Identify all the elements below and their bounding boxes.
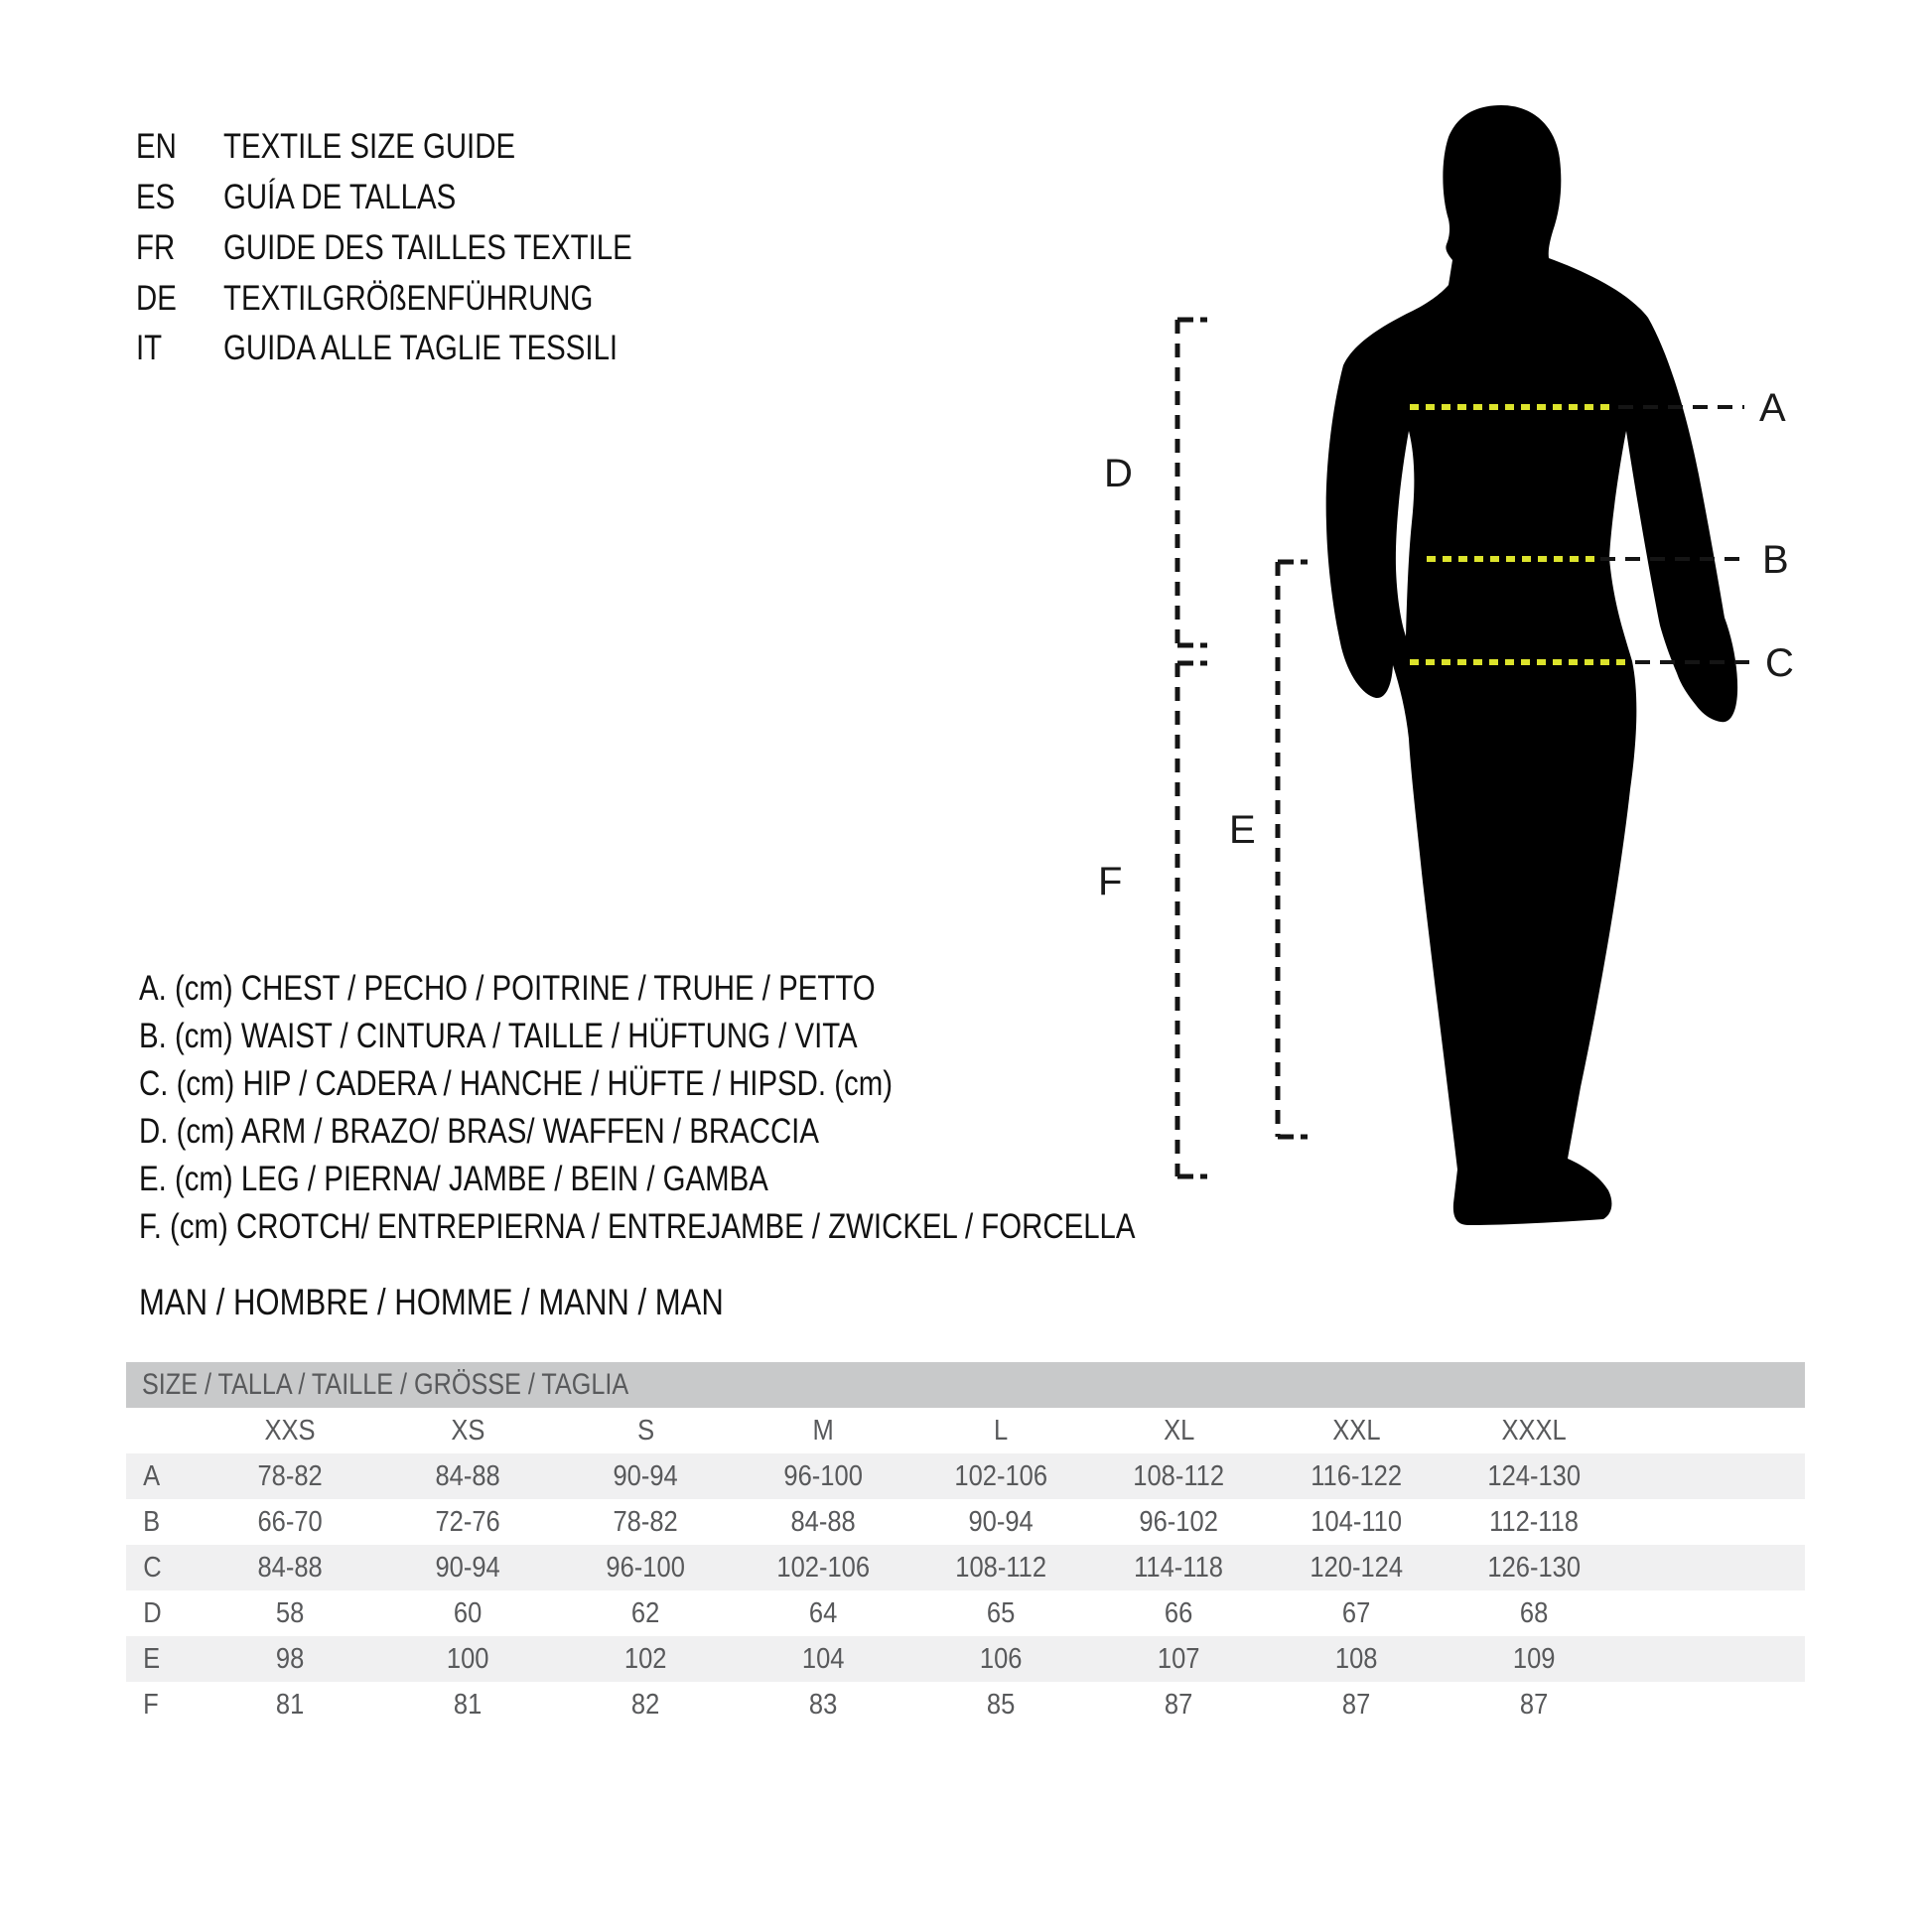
table-cell: 84-88: [790, 1505, 857, 1538]
table-cell: 126-130: [1487, 1551, 1582, 1584]
table-cell: 85: [987, 1688, 1016, 1721]
row-label: C: [143, 1551, 162, 1584]
table-cell: 68: [1520, 1596, 1549, 1629]
legend-line-d: D. (cm) ARM / BRAZO/ BRAS/ WAFFEN / BRACCIA: [139, 1112, 819, 1151]
size-col-xl: XL: [1163, 1414, 1195, 1447]
table-cell: 81: [454, 1688, 483, 1721]
table-cell: 96-102: [1139, 1505, 1219, 1538]
legend-line-c: C. (cm) HIP / CADERA / HANCHE / HÜFTE / HIPSD. (cm): [139, 1064, 894, 1103]
table-cell: 81: [276, 1688, 305, 1721]
body-measurement-diagram: [993, 60, 1932, 1281]
table-cell: 102-106: [776, 1551, 871, 1584]
size-header-row: [126, 1408, 1805, 1453]
lang-code-de: DE: [136, 279, 177, 318]
lang-title-es: GUÍA DE TALLAS: [223, 178, 457, 216]
table-cell: 64: [809, 1596, 838, 1629]
table-cell: 90-94: [968, 1505, 1035, 1538]
table-cell: 66-70: [257, 1505, 324, 1538]
row-label: A: [143, 1459, 161, 1492]
table-cell: 116-122: [1311, 1459, 1403, 1492]
legend-line-a: A. (cm) CHEST / PECHO / POITRINE / TRUHE / PETTO: [139, 969, 876, 1008]
table-cell: 112-118: [1489, 1505, 1580, 1538]
table-cell: 114-118: [1134, 1551, 1224, 1584]
table-cell: 104: [802, 1642, 845, 1675]
table-cell: 107: [1158, 1642, 1200, 1675]
table-row-e: [126, 1636, 1805, 1682]
table-cell: 100: [447, 1642, 489, 1675]
table-cell: 78-82: [613, 1505, 679, 1538]
table-row-d: [126, 1590, 1805, 1636]
table-cell: 66: [1165, 1596, 1193, 1629]
lang-code-it: IT: [136, 329, 163, 367]
table-cell: 96-100: [783, 1459, 864, 1492]
table-cell: 65: [987, 1596, 1016, 1629]
row-label: B: [143, 1505, 161, 1538]
lang-title-fr: GUIDE DES TAILLES TEXTILE: [223, 228, 632, 267]
legend-line-b: B. (cm) WAIST / CINTURA / TAILLE / HÜFTUNG / VITA: [139, 1017, 858, 1055]
table-cell: 60: [454, 1596, 483, 1629]
table-row-a: [126, 1453, 1805, 1499]
chest-label: A: [1759, 386, 1786, 430]
table-cell: 124-130: [1487, 1459, 1582, 1492]
table-cell: 102-106: [954, 1459, 1048, 1492]
table-cell: 106: [980, 1642, 1023, 1675]
table-cell: 82: [631, 1688, 660, 1721]
size-col-xxs: XXS: [264, 1414, 317, 1447]
lang-title-de: TEXTILGRÖßENFÜHRUNG: [223, 279, 594, 318]
table-cell: 87: [1342, 1688, 1371, 1721]
size-col-l: L: [994, 1414, 1009, 1447]
table-cell: 96-100: [606, 1551, 686, 1584]
table-cell: 90-94: [435, 1551, 501, 1584]
table-cell: 78-82: [257, 1459, 324, 1492]
table-cell: 108: [1335, 1642, 1378, 1675]
table-cell: 62: [631, 1596, 660, 1629]
gender-line: MAN / HOMBRE / HOMME / MANN / MAN: [139, 1282, 724, 1322]
size-col-m: M: [812, 1414, 835, 1447]
table-cell: 108-112: [955, 1551, 1047, 1584]
table-cell: 108-112: [1133, 1459, 1225, 1492]
size-col-xxxl: XXXL: [1501, 1414, 1568, 1447]
size-col-xs: XS: [451, 1414, 485, 1447]
lang-title-it: GUIDA ALLE TAGLIE TESSILI: [223, 329, 619, 367]
table-cell: 87: [1520, 1688, 1549, 1721]
arm-label: D: [1104, 452, 1133, 495]
table-row-f: [126, 1682, 1805, 1727]
table-cell: 102: [624, 1642, 667, 1675]
table-cell: 98: [276, 1642, 305, 1675]
lang-code-fr: FR: [136, 228, 176, 267]
legend-line-f: F. (cm) CROTCH/ ENTREPIERNA / ENTREJAMBE / ZWICKEL / FORCELLA: [139, 1207, 1136, 1246]
table-cell: 58: [276, 1596, 305, 1629]
size-col-s: S: [636, 1414, 655, 1447]
hip-label: C: [1765, 641, 1794, 685]
crotch-label: F: [1098, 860, 1123, 903]
legend-line-e: E. (cm) LEG / PIERNA/ JAMBE / BEIN / GAMBA: [139, 1160, 768, 1198]
row-label: D: [143, 1596, 162, 1629]
row-label: F: [143, 1688, 159, 1721]
size-col-xxl: XXL: [1332, 1414, 1381, 1447]
waist-label: B: [1762, 538, 1789, 582]
table-cell: 109: [1513, 1642, 1556, 1675]
table-cell: 84-88: [435, 1459, 501, 1492]
table-cell: 83: [809, 1688, 838, 1721]
lang-code-en: EN: [136, 127, 177, 166]
man-silhouette: [1326, 105, 1737, 1225]
table-cell: 104-110: [1311, 1505, 1403, 1538]
table-cell: 87: [1165, 1688, 1193, 1721]
row-label: E: [143, 1642, 161, 1675]
leg-label: E: [1229, 808, 1256, 852]
table-cell: 84-88: [257, 1551, 324, 1584]
table-cell: 67: [1342, 1596, 1371, 1629]
table-cell: 120-124: [1310, 1551, 1404, 1584]
table-row-c: [126, 1545, 1805, 1590]
table-cell: 72-76: [435, 1505, 501, 1538]
size-table: [126, 1362, 1805, 1727]
table-row-b: [126, 1499, 1805, 1545]
lang-code-es: ES: [136, 178, 176, 216]
table-cell: 90-94: [613, 1459, 679, 1492]
lang-title-en: TEXTILE SIZE GUIDE: [223, 127, 516, 166]
size-table-header: SIZE / TALLA / TAILLE / GRÖSSE / TAGLIA: [126, 1362, 1805, 1408]
